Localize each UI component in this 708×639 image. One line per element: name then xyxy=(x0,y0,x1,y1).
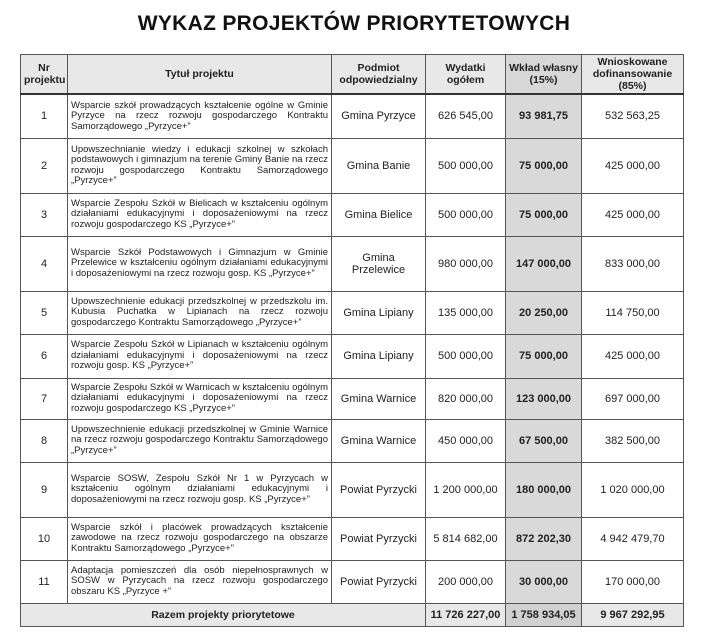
row-podmiot: Gmina Pyrzyce xyxy=(332,94,426,138)
row-nr: 5 xyxy=(21,291,68,334)
row-podmiot: Gmina Lipiany xyxy=(332,291,426,334)
row-wydatki: 1 200 000,00 xyxy=(426,462,506,517)
row-nr: 3 xyxy=(21,193,68,236)
row-wydatki: 5 814 682,00 xyxy=(426,517,506,560)
row-nr: 4 xyxy=(21,236,68,291)
row-wydatki: 820 000,00 xyxy=(426,378,506,419)
row-nr: 8 xyxy=(21,419,68,462)
header-nr: Nr projektu xyxy=(21,55,68,95)
projects-table xyxy=(20,54,684,627)
row-podmiot: Powiat Pyrzycki xyxy=(332,517,426,560)
table-row xyxy=(21,517,684,560)
row-tytul: Upowszechnienie edukacji przedszkolnej w przedszkolu im. Kubusia Puchatka w Lipianach na rzecz rozwoju gospodarczego Kontraktu Samorządowego „Pyrzyce+” xyxy=(68,291,332,334)
row-nr: 11 xyxy=(21,560,68,603)
table-row xyxy=(21,291,684,334)
row-dofinansowanie: 425 000,00 xyxy=(582,193,684,236)
row-nr: 2 xyxy=(21,138,68,193)
row-tytul: Wsparcie Zespołu Szkół w Lipianach w kształceniu ogólnym działaniami edukacyjnymi i doposażeniowymi na rzecz rozwoju gosp. KS „Pyrzyce+” xyxy=(68,334,332,378)
total-wydatki: 11 726 227,00 xyxy=(426,603,506,626)
row-dofinansowanie: 425 000,00 xyxy=(582,334,684,378)
row-tytul: Wsparcie szkół i placówek prowadzących kształcenie zawodowe na rzecz rozwoju gospodarczego na obszarze Kontraktu Samorządowego „Pyrzyce+” xyxy=(68,517,332,560)
row-dofinansowanie: 1 020 000,00 xyxy=(582,462,684,517)
row-wklad: 123 000,00 xyxy=(506,378,582,419)
row-wydatki: 450 000,00 xyxy=(426,419,506,462)
header-wydatki: Wydatki ogółem xyxy=(426,55,506,95)
table-row xyxy=(21,378,684,419)
row-tytul: Upowszechnianie wiedzy i edukacji szkolnej w szkołach podstawowych i gimnazjum na terenie Gminy Banie na rzecz rozwoju gospodarczego Kontraktu Samorządowego „Pyrzyce+” xyxy=(68,138,332,193)
row-podmiot: Gmina Warnice xyxy=(332,419,426,462)
row-dofinansowanie: 697 000,00 xyxy=(582,378,684,419)
row-nr: 6 xyxy=(21,334,68,378)
row-wklad: 147 000,00 xyxy=(506,236,582,291)
table-row xyxy=(21,560,684,603)
header-wklad: Wkład własny (15%) xyxy=(506,55,582,95)
header-dofinansowanie: Wnioskowane dofinansowanie (85%) xyxy=(582,55,684,95)
row-nr: 9 xyxy=(21,462,68,517)
row-podmiot: Gmina Lipiany xyxy=(332,334,426,378)
row-nr: 7 xyxy=(21,378,68,419)
row-podmiot: Gmina Warnice xyxy=(332,378,426,419)
row-podmiot: Gmina Bielice xyxy=(332,193,426,236)
header-tytul: Tytuł projektu xyxy=(68,55,332,95)
row-wydatki: 980 000,00 xyxy=(426,236,506,291)
row-wydatki: 500 000,00 xyxy=(426,193,506,236)
row-wydatki: 500 000,00 xyxy=(426,138,506,193)
row-dofinansowanie: 114 750,00 xyxy=(582,291,684,334)
row-wydatki: 200 000,00 xyxy=(426,560,506,603)
table-row xyxy=(21,334,684,378)
row-nr: 10 xyxy=(21,517,68,560)
table-row xyxy=(21,138,684,193)
total-label: Razem projekty priorytetowe xyxy=(21,603,426,626)
row-wklad: 20 250,00 xyxy=(506,291,582,334)
total-dofinansowanie: 9 967 292,95 xyxy=(582,603,684,626)
row-dofinansowanie: 532 563,25 xyxy=(582,94,684,138)
row-nr: 1 xyxy=(21,94,68,138)
row-wydatki: 626 545,00 xyxy=(426,94,506,138)
table-row xyxy=(21,462,684,517)
page-title: WYKAZ PROJEKTÓW PRIORYTETOWYCH xyxy=(137,12,571,35)
row-dofinansowanie: 425 000,00 xyxy=(582,138,684,193)
header-podmiot: Podmiot odpowiedzialny xyxy=(332,55,426,95)
row-wklad: 30 000,00 xyxy=(506,560,582,603)
table-row xyxy=(21,193,684,236)
row-wklad: 67 500,00 xyxy=(506,419,582,462)
row-podmiot: Powiat Pyrzycki xyxy=(332,462,426,517)
row-dofinansowanie: 4 942 479,70 xyxy=(582,517,684,560)
table-row xyxy=(21,419,684,462)
row-wklad: 872 202,30 xyxy=(506,517,582,560)
row-wydatki: 135 000,00 xyxy=(426,291,506,334)
row-podmiot: Gmina Przelewice xyxy=(332,236,426,291)
row-podmiot: Gmina Banie xyxy=(332,138,426,193)
row-tytul: Wsparcie Szkół Podstawowych i Gimnazjum w Gminie Przelewice w kształceniu ogólnym działaniami edukacyjnymi i doposażeniowymi na rzecz rozwoju gosp. KS „Pyrzyce+” xyxy=(68,236,332,291)
row-wklad: 93 981,75 xyxy=(506,94,582,138)
row-wklad: 75 000,00 xyxy=(506,138,582,193)
row-tytul: Upowszechnienie edukacji przedszkolnej w Gminie Warnice na rzecz rozwoju gospodarczego Kontraktu Samorządowego „Pyrzyce+” xyxy=(68,419,332,462)
row-tytul: Wsparcie szkół prowadzących kształcenie ogólne w Gminie Pyrzyce na rzecz rozwoju gospodarczego Kontraktu Samorządowego „Pyrzyce+” xyxy=(68,94,332,138)
row-wydatki: 500 000,00 xyxy=(426,334,506,378)
row-dofinansowanie: 833 000,00 xyxy=(582,236,684,291)
row-dofinansowanie: 382 500,00 xyxy=(582,419,684,462)
row-tytul: Wsparcie Zespołu Szkół w Bielicach w kształceniu ogólnym działaniami edukacyjnymi i doposażeniowymi na rzecz rozwoju gospodarczego KS „Pyrzyce+” xyxy=(68,193,332,236)
row-wklad: 75 000,00 xyxy=(506,193,582,236)
total-row xyxy=(21,603,684,626)
table-row xyxy=(21,94,684,138)
row-tytul: Adaptacja pomieszczeń dla osób niepełnosprawnych w SOSW w Pyrzycach na rzecz rozwoju gospodarczego obszaru KS „Pyrzyce +” xyxy=(68,560,332,603)
row-wklad: 180 000,00 xyxy=(506,462,582,517)
row-tytul: Wsparcie Zespołu Szkół w Warnicach w kształceniu ogólnym działaniami edukacyjnymi i doposażeniowymi na rzecz rozwoju gospodarczego KS „Pyrzyce+” xyxy=(68,378,332,419)
row-podmiot: Powiat Pyrzycki xyxy=(332,560,426,603)
row-dofinansowanie: 170 000,00 xyxy=(582,560,684,603)
table-header-row xyxy=(21,55,684,95)
row-tytul: Wsparcie SOSW, Zespołu Szkół Nr 1 w Pyrzycach w kształceniu ogólnym działaniami edukacyjnymi i doposażeniowymi na rzecz rozwoju gosp. KS „Pyrzyce+” xyxy=(68,462,332,517)
row-wklad: 75 000,00 xyxy=(506,334,582,378)
table-row xyxy=(21,236,684,291)
total-wklad: 1 758 934,05 xyxy=(506,603,582,626)
